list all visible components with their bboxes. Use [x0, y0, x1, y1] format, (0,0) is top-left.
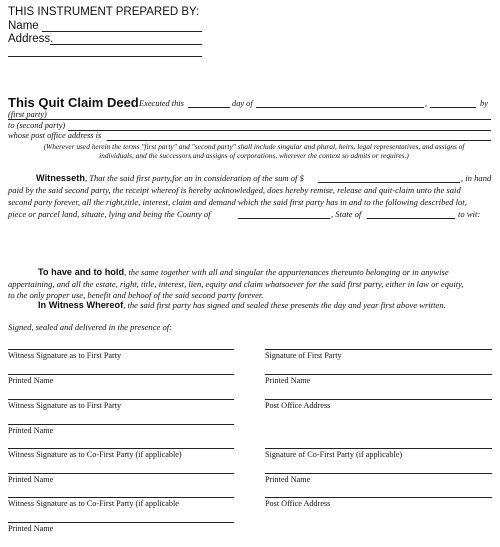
wherever-note-line-1: (Wherever used herein the terms "first party" and "second party" shall include singular and plural, heirs, legal representatives, and assigns of [43, 142, 465, 151]
habendum-lead: To have and to hold [38, 267, 125, 277]
left-signature-label-7: Witness Signature as to Co-First Party (if applicable [8, 499, 179, 508]
first-party-line[interactable] [8, 119, 491, 120]
left-signature-label-2: Printed Name [8, 376, 54, 385]
left-signature-line-4[interactable] [8, 424, 234, 425]
habendum-line-2: appertaining, and all the estate, right, title, interest, lien, equity and claim whatsoever for the said first party, either in law or equity, [8, 279, 464, 289]
habendum-text-1: , the same together with all and singular the appurtenances thereunto belonging or in anywise [124, 267, 449, 277]
witnesseth-line-2: paid by the said second party, the receipt whereof is hereby acknowledged, does hereby remise, release and quit-claim unto the said [8, 185, 461, 195]
address-line-1[interactable] [50, 44, 202, 45]
second-party-line[interactable] [68, 130, 491, 131]
address-label: Address. [8, 33, 54, 45]
left-signature-line-3[interactable] [8, 399, 234, 400]
right-signature-line-1[interactable] [265, 349, 492, 350]
post-office-label: whose post office address is [8, 131, 102, 140]
executed-month-line[interactable] [256, 107, 424, 108]
right-signature-line-3[interactable] [265, 399, 492, 400]
right-signature-line-4[interactable] [265, 448, 492, 449]
deed-title: This Quit Claim Deed [8, 95, 139, 110]
first-party-label: (first party) [8, 110, 47, 119]
by-label: by [480, 99, 488, 108]
left-signature-line-6[interactable] [8, 473, 234, 474]
right-signature-line-5[interactable] [265, 473, 492, 474]
habendum-line-3: to the only proper use, benefit and behoof of the said second party forever. [8, 290, 264, 300]
in-witness-lead: In Witness Whereof [38, 300, 124, 310]
left-signature-line-5[interactable] [8, 448, 234, 449]
left-signature-label-8: Printed Name [8, 524, 54, 533]
county-line[interactable] [238, 218, 330, 219]
right-signature-label-4: Signature of Co-First Party (if applicable) [265, 450, 403, 459]
sum-amount-line[interactable] [318, 182, 460, 183]
right-signature-label-2: Printed Name [265, 376, 311, 385]
address-line-2[interactable] [8, 56, 202, 57]
left-signature-line-8[interactable] [8, 522, 234, 523]
witnesseth-line-3: second party forever, all the right,title, interest, claim and demand which the said first party has in and to the following described lot, [8, 197, 467, 207]
day-of-label: day of [232, 99, 253, 108]
left-signature-line-1[interactable] [8, 349, 234, 350]
right-signature-label-6: Post Office Address [265, 499, 331, 508]
right-signature-line-2[interactable] [265, 374, 492, 375]
post-office-line[interactable] [107, 140, 491, 141]
executed-year-line[interactable] [430, 107, 476, 108]
in-witness-line [38, 300, 446, 310]
witnesseth-text-1b: , in hand [461, 173, 492, 183]
executed-this-label: Executed this [139, 99, 184, 108]
signed-sealed-label: Signed, sealed and delivered in the presence of: [8, 322, 173, 332]
wherever-note-line-2: individuals, and the successors and assigns of corporations, wherever the context so admits or requires.) [99, 151, 409, 160]
in-witness-text: , the said first party has signed and sealed these presents the day and year first above written. [123, 300, 446, 310]
left-signature-label-6: Printed Name [8, 475, 54, 484]
left-signature-line-7[interactable] [8, 497, 234, 498]
witnesseth-line-1 [36, 173, 304, 183]
left-signature-label-5: Witness Signature as to Co-First Party (if applicable) [8, 450, 182, 459]
habendum-line-1 [38, 267, 449, 277]
prepared-by-heading: THIS INSTRUMENT PREPARED BY: [8, 6, 200, 18]
right-signature-label-5: Printed Name [265, 475, 311, 484]
state-line[interactable] [367, 218, 455, 219]
name-label: Name [8, 20, 39, 32]
left-signature-label-1: Witness Signature as to First Party [8, 351, 122, 360]
left-signature-label-3: Witness Signature as to First Party [8, 401, 122, 410]
right-signature-line-6[interactable] [265, 497, 492, 498]
right-signature-label-3: Post Office Address [265, 401, 331, 410]
left-signature-line-2[interactable] [8, 374, 234, 375]
right-signature-label-1: Signature of First Party [265, 351, 342, 360]
executed-day-line[interactable] [188, 107, 230, 108]
second-party-label: to (second party) [8, 121, 66, 130]
left-signature-label-4: Printed Name [8, 426, 54, 435]
witnesseth-line-4a: piece or parcel land, situate, lying and being the County of [8, 209, 211, 219]
witnesseth-text-1a: , That the said first party,for an in consideration of the sum of $ [84, 173, 304, 183]
witnesseth-lead: Witnesseth [36, 173, 85, 183]
comma-label: , [425, 99, 428, 108]
witnesseth-line-4c: to wit: [458, 209, 481, 219]
witnesseth-line-4b: , State of [331, 209, 362, 219]
name-line[interactable] [42, 31, 202, 32]
